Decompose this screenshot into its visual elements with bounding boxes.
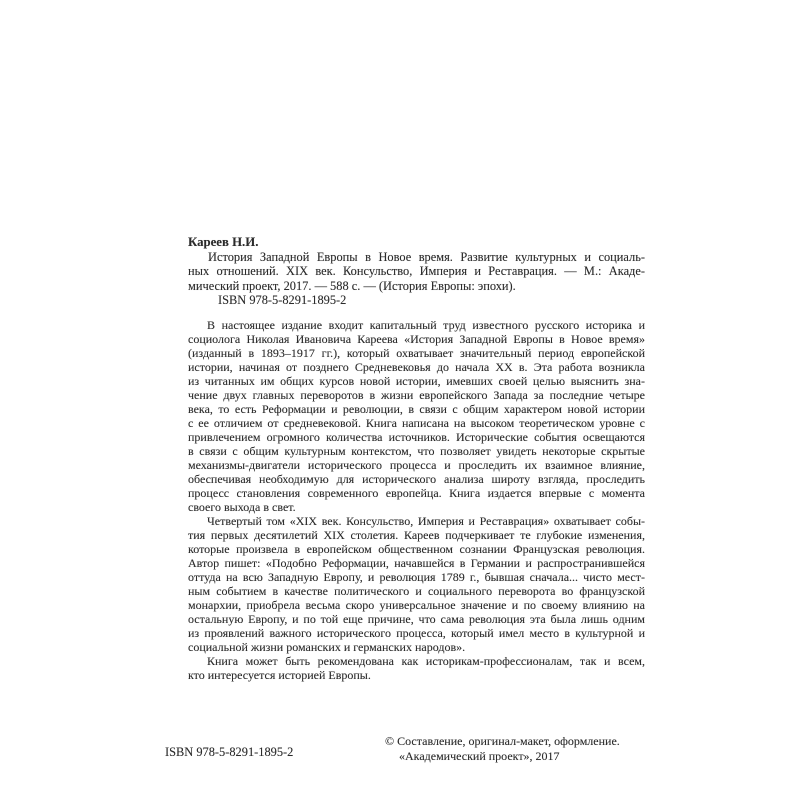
annotation-text: В настоящее издание входит капитальный труд известного русского историка и социолога Николая Ивановича Кареева «История Западной Европы в Новое время» (изданный в 1893–1917 гг.), который охватывает значительный период европейской истории, начиная от позднего Средневековья до начала XX в. Эта работа возникла из читанных им общих курсов новой истории, имевших своей целью выяснить зна- чение двух главных переворотов в жизни европейского Запада за последние четыре века, то есть Реформации и революции, в связи с общим характером новой истории с ее отличием от средневековой. Книга написана на высоком теоретическом уровне с привлечением огромного количества источников. Исторические события освещаются в связи с общим культурным контекстом, что позволяет увидеть некоторые скрытые механизмы-двигатели исторического процесса и проследить их взаимное влияние, обеспечивая необходимую для исторического анализа широту взгляда, проследить процесс становления современного европейца. Книга издается впервые с момента своего выхода в свет. Четвертый том «XIX век. Консульство, Империя и Реставрация» охватывает собы- тия первых десятилетий XIX столетия. Кареев подчеркивает те глубокие изменения, которые произвела в европейском общественном сознании Французская революция. Автор пишет: «Подобно Реформации, начавшейся в Германии и распространившейся оттуда на всю Западную Европу, и революция 1789 г., бывшая сначала... чисто мест- ным событием в качестве политического и социального переворота во французской монархии, приобрела весьма скоро универсальное значение и по своему влиянию на остальную Европу, и по той еще причине, что сама революция эта была лишь одним из проявлений важного исторического процесса, который имел место в культурной и социальной жизни романских и германских народов». Книга может быть рекомендована как историкам-профессионалам, так и всем, кто интересуется историей Европы. <box>188 318 645 682</box>
bibliographic-description: История Западной Европы в Новое время. Развитие культурных и социаль- ных отношений. XIX век. Консульство, Империя и Реставрация. — М.: Акаде- мический проект, 2017. — 588 с. — (История Европы: эпохи). <box>188 250 645 293</box>
author-heading: Кареев Н.И. <box>188 235 259 249</box>
copyright-line-1: © Составление, оригинал-макет, оформление. <box>385 734 620 748</box>
bibliographic-block <box>188 234 645 308</box>
copyright-line-2: «Академический проект», 2017 <box>399 748 560 763</box>
isbn-bottom: ISBN 978-5-8291-1895-2 <box>165 745 294 759</box>
copyright-block <box>385 734 620 763</box>
isbn-top: ISBN 978-5-8291-1895-2 <box>218 293 347 308</box>
